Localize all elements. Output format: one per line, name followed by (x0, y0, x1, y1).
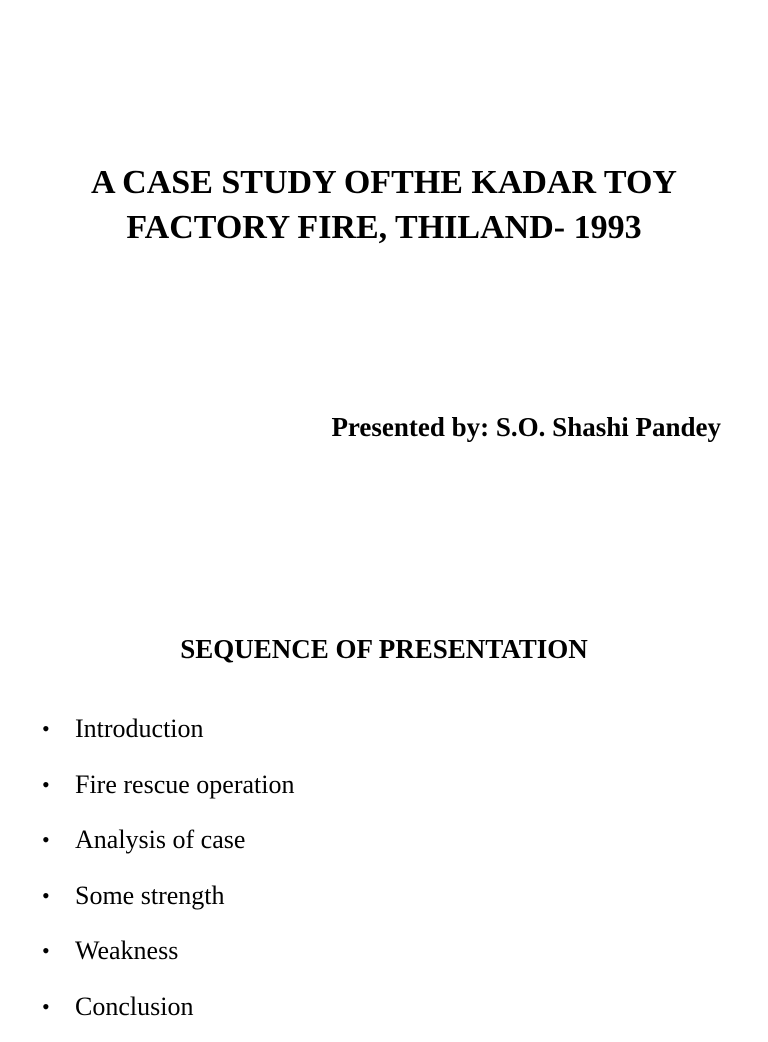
list-item-text: Analysis of case (75, 825, 246, 854)
bullet-icon: • (42, 938, 50, 963)
title-line-2: FACTORY FIRE, THILAND- 1993 (126, 209, 642, 246)
bullet-icon: • (42, 993, 50, 1019)
bullet-icon: • (42, 827, 50, 852)
list-item-text: Introduction (75, 714, 204, 743)
document-title (20, 160, 748, 250)
bullet-icon: • (42, 882, 50, 908)
bullet-icon: • (42, 771, 50, 797)
list-item-text: Fire rescue operation (75, 769, 295, 799)
title-line-1: A CASE STUDY OFTHE KADAR TOY (91, 164, 677, 201)
bullet-icon: • (42, 716, 50, 741)
sequence-heading: SEQUENCE OF PRESENTATION (180, 634, 588, 664)
list-item-text: Conclusion (75, 991, 194, 1021)
list-item-text: Some strength (75, 880, 225, 910)
list-item-text: Weakness (75, 936, 179, 965)
presenter-credit: Presented by: S.O. Shashi Pandey (331, 412, 721, 442)
